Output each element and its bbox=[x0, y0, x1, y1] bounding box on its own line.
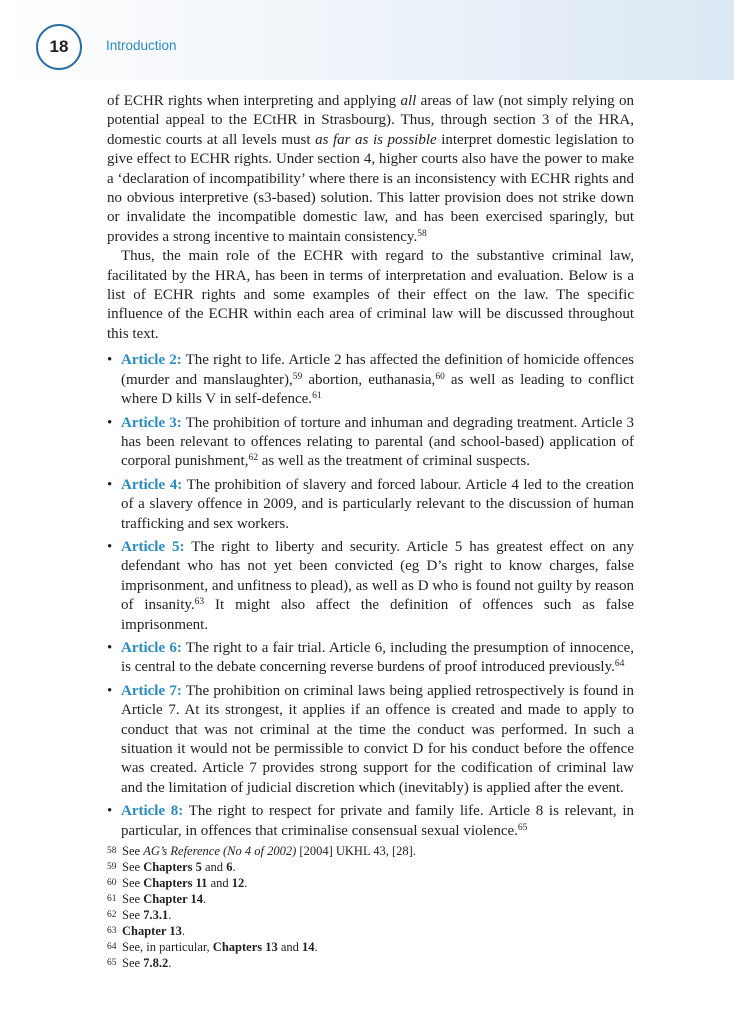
article-text: abortion, euthanasia, bbox=[302, 371, 436, 388]
article-label: Article 3: bbox=[121, 414, 182, 431]
footnote-bold: Chapter 13 bbox=[122, 924, 182, 938]
footnote bbox=[107, 843, 634, 859]
article-text: as well as the treatment of criminal suspects. bbox=[257, 453, 530, 470]
bullet: • bbox=[107, 414, 113, 431]
footnote-bold: Chapters 11 bbox=[143, 876, 208, 890]
bullet: • bbox=[107, 352, 113, 369]
footnote-text bbox=[122, 907, 171, 923]
articles-list bbox=[107, 351, 634, 841]
footnote-text bbox=[122, 843, 416, 859]
article-text: The prohibition of slavery and forced labour. Article 4 led to the creation of a slavery offence in 2009, and is particularly relevant to the discussion of human trafficking and sex workers. bbox=[121, 476, 635, 532]
footnote-bold: 7.8.2 bbox=[143, 956, 169, 970]
paragraph-1: of ECHR rights when interpreting and applying all areas of law (not simply relying on potential appeal to the ECtHR in Strasbourg). Thus, through section 3 of the HRA, domestic courts at all levels must as far as is possible interpret domestic legislation to give effect to ECHR rights. Under section 4, higher courts also have the power to make a ‘declaration of incompatibility’ where there is an inconsistency with ECHR rights and no obvious interpretive (s3-based) solution. This latter provision does not strike down or invalidate the incompatible domestic law, and has been exercised sparingly, but provides a strong incentive to maintain consistency.$^{58}$ bbox=[107, 93, 634, 245]
paragraph-2: Thus, the main role of the ECHR with regard to the substantive criminal law, facilitated by the HRA, has been in terms of interpretation and evaluation. Below is a list of ECHR rights and some examples of their effect on the law. The specific influence of the ECHR within each area of criminal law will be discussed throughout this text. bbox=[107, 248, 634, 342]
footnote bbox=[107, 907, 634, 923]
article-text: The right to liberty and security. Article 5 has greatest effect on any defendant who has not yet been convicted (eg D’s right to know charges, false imprisonment, and unfitness to plead), as well as D who is found not guilty by reason of insanity. bbox=[121, 538, 634, 614]
running-head: Introduction bbox=[106, 38, 177, 53]
footnote bbox=[107, 939, 634, 955]
footnote-text bbox=[122, 955, 171, 971]
footnote-text bbox=[122, 859, 236, 875]
footnote-plain: See, in particular, bbox=[122, 940, 213, 954]
bullet: • bbox=[107, 803, 113, 820]
footnote-plain: See bbox=[122, 908, 144, 922]
bullet: • bbox=[107, 639, 113, 656]
footnote-plain: . bbox=[168, 956, 172, 970]
footnote-plain: See bbox=[122, 956, 144, 970]
footnote bbox=[107, 859, 634, 875]
footnote-plain: and bbox=[207, 876, 232, 890]
footnote-number: 65 bbox=[107, 958, 117, 968]
footnote-number: 62 bbox=[107, 910, 117, 920]
footnote-ref: 62 bbox=[248, 453, 258, 464]
article-label: Article 4: bbox=[121, 476, 183, 493]
footnote-plain: See bbox=[122, 876, 144, 890]
article-label: Article 7: bbox=[121, 682, 182, 699]
bullet: • bbox=[107, 682, 113, 699]
footnote-ref: 60 bbox=[435, 371, 445, 382]
article-text: The prohibition on criminal laws being applied retrospectively is found in Article 7. At its strongest, it applies if an offence is created and made to apply to conduct that was not criminal at the time the conduct was performed. In such a situation it would not be permissible to convict D for his conduct before the offence was created. Article 7 provides strong support for the codification of criminal law and the limitation of judicial discretion which (inevitably) is applied after the event. bbox=[121, 682, 634, 796]
footnote-bold: 7.3.1 bbox=[143, 908, 169, 922]
article-text: It might also affect the definition of offences such as false imprisonment. bbox=[121, 597, 634, 633]
article-text: The right to a fair trial. Article 6, including the presumption of innocence, is central to the debate concerning reverse burdens of proof introduced previously. bbox=[121, 639, 634, 676]
footnote-plain: and bbox=[277, 940, 303, 954]
footnote-plain: . bbox=[203, 892, 207, 906]
footnote-ref: 58 bbox=[417, 228, 427, 239]
footnote-bold: 12 bbox=[231, 876, 245, 890]
footnote-bold: Chapter 14 bbox=[143, 892, 204, 906]
footnotes bbox=[107, 843, 634, 971]
footnote-text bbox=[122, 939, 318, 955]
body-content bbox=[107, 92, 634, 845]
page-number: 18 bbox=[36, 24, 82, 70]
footnote-plain: . bbox=[314, 940, 318, 954]
footnote-plain: . bbox=[244, 876, 248, 890]
footnote bbox=[107, 955, 634, 971]
footnote-text bbox=[122, 891, 206, 907]
article-label: Article 5: bbox=[121, 538, 185, 555]
footnote bbox=[107, 923, 634, 939]
article-label: Article 8: bbox=[121, 803, 184, 820]
article-label: Article 6: bbox=[121, 639, 182, 656]
article-item bbox=[107, 476, 634, 534]
article-item bbox=[107, 538, 634, 635]
article-item bbox=[107, 682, 634, 798]
footnote-number: 58 bbox=[107, 846, 117, 856]
footnote-plain: See bbox=[122, 860, 144, 874]
article-item bbox=[107, 351, 634, 409]
article-text: The right to respect for private and family life. Article 8 is relevant, in particular, in offences that criminalise consensual sexual violence. bbox=[121, 803, 634, 839]
article-text: The right to life. Article 2 has affected the definition of homicide offences (murder and manslaughter), bbox=[121, 352, 634, 388]
article-text: as well as leading to conflict where D kills V in self-defence. bbox=[121, 371, 634, 408]
article-text: The prohibition of torture and inhuman and degrading treatment. Article 3 has been relevant to offences relating to parental (and school-based) application of corporal punishment, bbox=[121, 414, 634, 470]
footnote-italic: AG’s Reference (No 4 of 2002) bbox=[143, 844, 297, 858]
article-item bbox=[107, 639, 634, 678]
article-item bbox=[107, 802, 634, 841]
bullet: • bbox=[107, 538, 113, 555]
footnote-text bbox=[122, 923, 185, 939]
bullet: • bbox=[107, 476, 113, 493]
footnote-plain: and bbox=[201, 860, 227, 874]
article-label: Article 2: bbox=[121, 352, 182, 369]
footnote-number: 59 bbox=[107, 862, 117, 872]
footnote-number: 60 bbox=[107, 878, 117, 888]
footnote-number: 64 bbox=[107, 942, 117, 952]
footnote-plain: . bbox=[168, 908, 172, 922]
article-item bbox=[107, 414, 634, 472]
footnote-ref: 59 bbox=[292, 371, 303, 382]
footnote-plain: See bbox=[122, 892, 144, 906]
footnote-plain: . bbox=[232, 860, 236, 874]
footnote-ref: 63 bbox=[194, 597, 205, 608]
footnote-number: 63 bbox=[107, 926, 117, 936]
footnote-bold: 6 bbox=[226, 860, 233, 874]
footnote-bold: 14 bbox=[302, 940, 315, 954]
footnote-bold: Chapters 13 bbox=[212, 940, 278, 954]
footnote-plain: . bbox=[181, 924, 185, 938]
footnote-ref: 61 bbox=[312, 391, 322, 402]
footnote-plain: [2004] UKHL 43, [28]. bbox=[296, 844, 416, 858]
footnote-bold: Chapters 5 bbox=[143, 860, 202, 874]
footnote-text bbox=[122, 875, 247, 891]
footnote bbox=[107, 891, 634, 907]
footnote-ref: 65 bbox=[517, 822, 528, 833]
footnote-plain: See bbox=[122, 844, 144, 858]
footnote bbox=[107, 875, 634, 891]
footnote-number: 61 bbox=[107, 894, 117, 904]
footnote-ref: 64 bbox=[614, 659, 625, 670]
